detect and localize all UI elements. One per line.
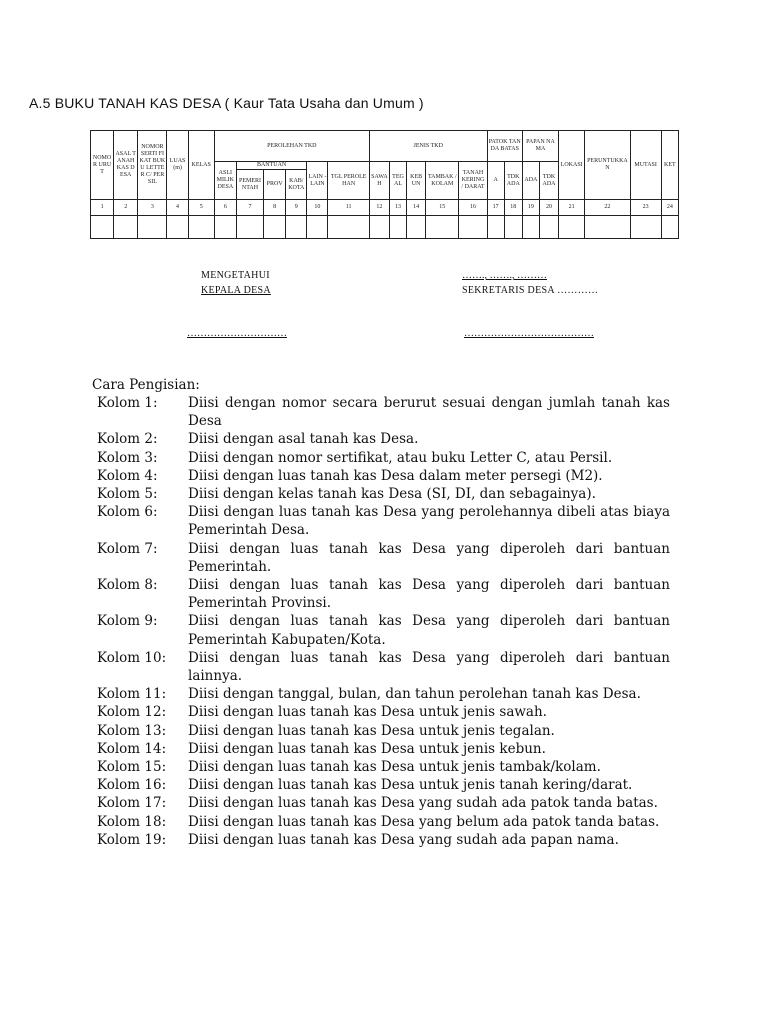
table-cell[interactable] [504,216,522,239]
ledger-table [90,130,679,239]
column-number-cell: 11 [328,200,369,216]
instruction-row [92,831,670,849]
column-number-cell: 12 [369,200,389,216]
instruction-row [92,540,670,576]
column-number-cell: 24 [661,200,678,216]
header-lokasi: LOKASI [559,131,585,200]
instruction-label: Kolom 6: [97,504,158,521]
instruction-row [92,467,670,485]
column-number-cell: 6 [214,200,236,216]
instruction-text: Diisi dengan luas tanah kas Desa untuk jenis tambak/kolam. [188,759,601,776]
instruction-text: Diisi dengan nomor sertifikat, atau buku Letter C, atau Persil. [188,449,613,466]
instruction-label: Kolom 8: [97,577,158,594]
table-cell[interactable] [328,216,369,239]
instruction-text: Diisi dengan tanggal, bulan, dan tahun perolehan tanah kas Desa. [188,686,641,703]
column-number-cell: 22 [585,200,630,216]
header-tgl-perolehan: TGL PEROLEHAN [328,162,369,200]
header-patok-tanda-batas: PATOK TANDA BATAS [487,131,522,162]
instruction-label: Kolom 16: [97,777,167,794]
column-number-cell: 4 [167,200,188,216]
header-jenis-tkd: JENIS TKD [369,131,487,162]
column-number-cell: 18 [504,200,522,216]
instruction-label: Kolom 12: [97,704,167,721]
instruction-text: Diisi dengan asal tanah kas Desa. [188,431,419,448]
instruction-row [92,612,670,648]
instruction-row [92,722,670,740]
instruction-text: Diisi dengan kelas tanah kas Desa (SI, DI, dan sebagainya). [188,486,596,503]
table-cell[interactable] [214,216,236,239]
instruction-row [92,740,670,758]
column-number-cell: 15 [426,200,459,216]
instruction-label: Kolom 15: [97,759,167,776]
instruction-row [92,685,670,703]
instruction-label: Kolom 2: [97,431,158,448]
instruction-text: Diisi dengan nomor secara berurut sesuai dengan jumlah tanah kas Desa [188,395,670,430]
column-number-cell: 7 [236,200,263,216]
instruction-row [92,703,670,721]
instruction-row [92,430,670,448]
column-number-cell: 10 [307,200,328,216]
header-sawah: SAWAH [369,162,389,200]
instruction-label: Kolom 9: [97,613,158,630]
table-cell[interactable] [389,216,406,239]
header-lain-lain: LAIN - LAIN [307,162,328,200]
instruction-row [92,813,670,831]
table-cell[interactable] [522,216,539,239]
table-cell[interactable] [188,216,214,239]
instructions-list [92,394,670,849]
header-luas: LUAS (m) [167,131,188,200]
header-tegal: TEGAL [389,162,406,200]
column-number-cell: 1 [91,200,114,216]
table-cell[interactable] [661,216,678,239]
instruction-row [92,485,670,503]
header-papan-nama: PAPAN NAMA [522,131,558,162]
instruction-row [92,503,670,539]
table-cell[interactable] [630,216,661,239]
instruction-label: Kolom 7: [97,540,158,557]
instruction-row [92,576,670,612]
header-patok-tidak-ada: TDK ADA [504,162,522,200]
table-cell[interactable] [559,216,585,239]
instruction-label: Kolom 13: [97,722,167,739]
instructions-heading: Cara Pengisian: [92,377,200,393]
column-number-cell: 20 [539,200,558,216]
instruction-text: Diisi dengan luas tanah kas Desa untuk jenis sawah. [188,704,547,721]
instruction-text: Diisi dengan luas tanah kas Desa yang belum ada patok tanda batas. [188,813,660,830]
table-cell[interactable] [167,216,188,239]
header-bantuan: BANTUAN [236,162,306,170]
column-number-cell: 17 [487,200,504,216]
column-number-cell: 21 [559,200,585,216]
signature-right-date: ……., ……., ……… [462,270,547,281]
column-number-cell: 19 [522,200,539,216]
instruction-label: Kolom 4: [97,467,158,484]
instruction-row [92,649,670,685]
column-number-cell: 5 [188,200,214,216]
table-cell[interactable] [539,216,558,239]
header-nomor-sertifikat: NOMOR SERTI FIKAT BUKU LETTER C/ PERSIL [138,131,167,200]
column-number-row [91,200,679,216]
header-kab-kota: KAB/ KOTA [286,170,307,200]
table-cell[interactable] [286,216,307,239]
instruction-row [92,449,670,467]
signature-left-role: KEPALA DESA [201,285,271,296]
instruction-text: Diisi dengan luas tanah kas Desa yang diperoleh dari bantuan Pemerintah Provinsi. [188,577,670,612]
table-cell[interactable] [426,216,459,239]
table-cell[interactable] [236,216,263,239]
signature-right-role: SEKRETARIS DESA ………… [462,285,599,296]
table-cell[interactable] [407,216,426,239]
header-kelas: KELAS [188,131,214,200]
header-papan-tidak-ada: TDK ADA [539,162,558,200]
table-cell[interactable] [307,216,328,239]
column-number-cell: 8 [264,200,286,216]
instruction-text: Diisi dengan luas tanah kas Desa yang perolehannya dibeli atas biaya Pemerintah Desa. [188,504,670,539]
instruction-row [92,394,670,430]
header-kebun: KEBUN [407,162,426,200]
table-cell[interactable] [114,216,138,239]
header-nomor-urut: NOMOR URUT [91,131,114,200]
column-number-cell: 3 [138,200,167,216]
signature-left-heading: MENGETAHUI [201,270,270,281]
column-number-cell: 9 [286,200,307,216]
header-mutasi: MUTASI [630,131,661,200]
instruction-text: Diisi dengan luas tanah kas Desa yang diperoleh dari bantuan Pemerintah. [188,540,670,575]
instructions-section [92,376,670,849]
instruction-label: Kolom 10: [97,649,167,666]
table-cell[interactable] [487,216,504,239]
instruction-text: Diisi dengan luas tanah kas Desa untuk jenis kebun. [188,740,546,757]
instruction-text: Diisi dengan luas tanah kas Desa yang diperoleh dari bantuan Pemerintah Kabupaten/Kota. [188,613,670,648]
signature-left-line: ………………………… [187,328,287,339]
instruction-text: Diisi dengan luas tanah kas Desa dalam meter persegi (M2). [188,467,603,484]
instruction-text: Diisi dengan luas tanah kas Desa untuk jenis tegalan. [188,722,555,739]
column-number-cell: 2 [114,200,138,216]
instruction-label: Kolom 3: [97,449,158,466]
instruction-text: Diisi dengan luas tanah kas Desa yang sudah ada patok tanda batas. [188,795,658,812]
column-number-cell: 13 [389,200,406,216]
instruction-label: Kolom 1: [97,395,158,411]
table-cell[interactable] [138,216,167,239]
instruction-text: Diisi dengan luas tanah kas Desa yang sudah ada papan nama. [188,831,619,848]
instruction-row [92,776,670,794]
table-cell[interactable] [91,216,114,239]
header-perolehan-tkd: PEROLEHAN TKD [214,131,369,162]
table-cell[interactable] [459,216,487,239]
instruction-label: Kolom 17: [97,795,167,812]
column-number-cell: 16 [459,200,487,216]
instruction-row [92,758,670,776]
signature-right-line: ………………………………… [464,328,594,339]
header-prov: PROV [264,170,286,200]
instruction-label: Kolom 11: [97,686,167,703]
header-asli-milik-desa: ASLI MILIK DESA [214,162,236,200]
table-cell[interactable] [264,216,286,239]
instruction-label: Kolom 19: [97,831,167,848]
instruction-row [92,794,670,812]
instruction-label: Kolom 14: [97,740,167,757]
column-number-cell: 14 [407,200,426,216]
header-papan-ada: ADA [522,162,539,200]
header-ket: KET [661,131,678,200]
instruction-text: Diisi dengan luas tanah kas Desa untuk jenis tanah kering/darat. [188,777,633,794]
table-cell[interactable] [369,216,389,239]
table-cell[interactable] [585,216,630,239]
header-pemerintah: PEMERINTAH [236,170,263,200]
header-asal-tanah: ASAL TANAH KAS DESA [114,131,138,200]
header-tambak-kolam: TAMBAK / KOLAM [426,162,459,200]
header-peruntukkan: PERUNTUKKAN [585,131,630,200]
document-title: A.5 BUKU TANAH KAS DESA ( Kaur Tata Usaha dan Umum ) [29,95,424,111]
instruction-label: Kolom 5: [97,486,158,503]
column-number-cell: 23 [630,200,661,216]
header-patok-ada: A [487,162,504,200]
header-tanah-kering-darat: TANAH KERING / DARAT [459,162,487,200]
table-row [91,216,679,239]
instruction-text: Diisi dengan luas tanah kas Desa yang diperoleh dari bantuan lainnya. [188,649,670,685]
instruction-label: Kolom 18: [97,813,167,830]
